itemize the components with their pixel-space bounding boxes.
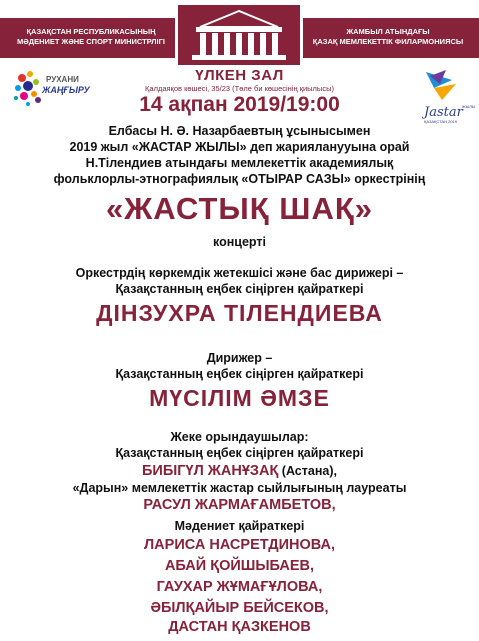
director-role2: Қазақстанның еңбек сіңірген қайраткері <box>115 282 364 296</box>
intro-line4: фольклорлы-этнографиялық «ОТЫРАР САЗЫ» оркестрінің <box>53 172 426 186</box>
soloist-name: ӘБІЛҚАЙЫР БЕЙСЕКОВ, <box>150 600 329 616</box>
soloists-heading: Жеке орындаушылар: <box>170 430 309 444</box>
soloist2-title: «Дарын» мемлекеттік жастар сыйлығының лауреаты <box>72 481 407 495</box>
philharmonic-line1: ЖАМБЫЛ АТЫНДАҒЫ <box>346 27 430 36</box>
intro-line1: Елбасы Н. Ә. Назарбаевтың ұсынысымен <box>108 124 371 138</box>
svg-text:РУХАНИ: РУХАНИ <box>46 75 79 84</box>
hall-address: Қалдаяқов көшесі, 35/23 (Төле би көшесінің қиылысы) <box>145 84 334 93</box>
wings-icon <box>426 70 456 100</box>
building-emblem <box>175 2 303 68</box>
ministry-text <box>6 27 176 47</box>
soloist-name: ГАУХАР ЖҰМАҒҰЛОВА, <box>156 579 323 595</box>
concert-subtitle: концерті <box>213 235 266 249</box>
svg-text:Jastar: Jastar <box>424 105 463 120</box>
soloist1-city: (Астана), <box>278 464 337 478</box>
concert-title: «ЖАСТЫҚ ШАҚ» <box>105 191 373 226</box>
director-role1: Оркестрдің көркемдік жетекшісі және бас дирижері – <box>75 266 404 280</box>
soloist2-name: РАСУЛ ЖАРМАҒАМБЕТОВ, <box>143 497 336 513</box>
intro-line3: Н.Тілендиев атындағы мемлекеттік академиялық <box>85 156 394 170</box>
conductor-name: МҮСІЛІМ ӘМЗЕ <box>149 385 330 411</box>
soloist-name: АБАЙ ҚОЙШЫБАЕВ, <box>164 558 315 574</box>
hall-title: ҮЛКЕН ЗАЛ <box>195 67 284 84</box>
soloist1-title: Қазақстанның еңбек сіңірген қайраткері <box>115 446 364 460</box>
philharmonic-text <box>303 27 473 47</box>
soloist-name: ДАСТАН ҚАЗКЕНОВ <box>168 619 311 635</box>
bird-icon <box>14 71 41 106</box>
svg-text:ЖАҢҒЫРУ: ЖАҢҒЫРУ <box>42 85 90 95</box>
svg-text:ҚАЗАҚСТАН 2019: ҚАЗАҚСТАН 2019 <box>424 119 457 124</box>
svg-text:ЖЫЛЫ: ЖЫЛЫ <box>462 104 476 109</box>
conductor-role2: Қазақстанның еңбек сіңірген қайраткері <box>115 367 364 381</box>
philharmonic-line2: ҚАЗАҚ МЕМЛЕКЕТТІК ФИЛАРМОНИЯСЫ <box>312 37 464 46</box>
conductor-role1: Дирижер – <box>206 351 273 365</box>
soloist1-line <box>0 462 479 480</box>
soloist1-name: БИБІГҮЛ ЖАНҰЗАҚ <box>142 463 279 479</box>
ministry-line1: ҚАЗАҚСТАН РЕСПУБЛИКАСЫНЫҢ <box>26 27 156 36</box>
ministry-line2: МӘДЕНИЕТ ЖӘНЕ СПОРТ МИНИСТРЛІГІ <box>17 37 165 46</box>
intro-line2: 2019 жыл «ЖАСТАР ЖЫЛЫ» деп жарияланууына орай <box>69 140 410 154</box>
soloist-name: ЛАРИСА НАСРЕТДИНОВА, <box>144 537 335 553</box>
rukhani-zhangyru-logo <box>8 66 98 126</box>
building-icon <box>178 5 300 65</box>
event-date-time: 14 ақпан 2019/19:00 <box>139 93 340 116</box>
director-name: ДІНЗУХРА ТІЛЕНДИЕВА <box>96 300 383 326</box>
soloists-title3: Мәдениет қайраткері <box>174 519 305 533</box>
